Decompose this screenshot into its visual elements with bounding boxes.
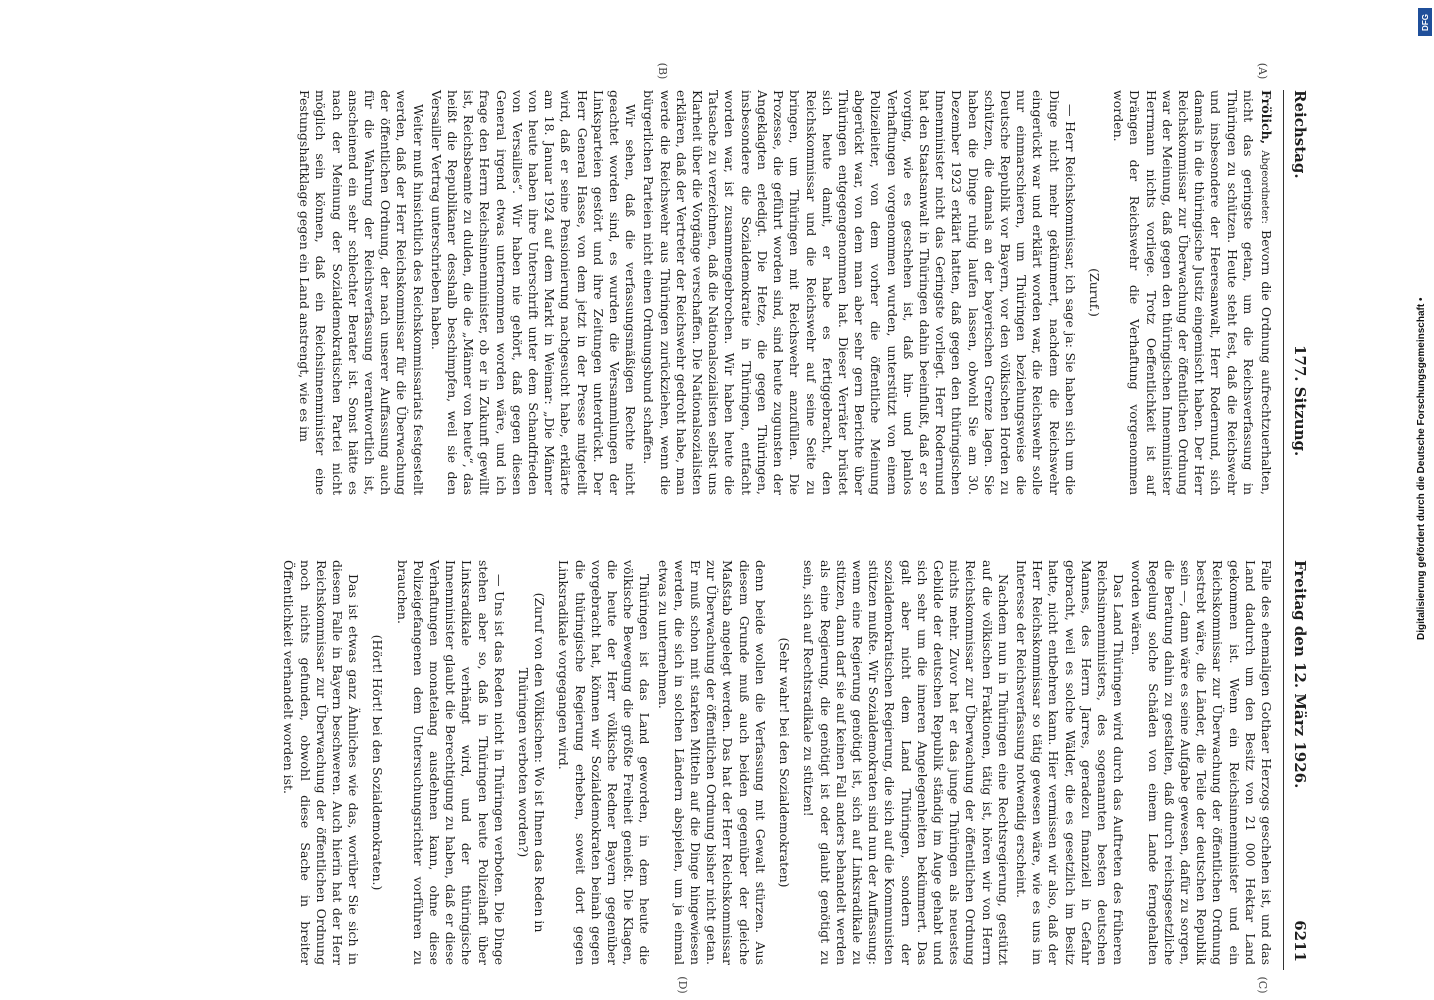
paragraph: denn beide wollen die Verfassung mit Gewalt stürzen. Aus diesem Grunde muß auch beiden gegenüber der gleiche Maßstab angelegt werden. Das hat der Herr Reichskommissar zur Überwachung der öffentlichen Ordnung bisher nicht getan. Er muß schon mit starken Mitteln auf die Dinge hingewiesen werden, die sich in solchen Ländern abspielen, um ja einmal etwas zu unternehmen. [655, 560, 768, 965]
margin-marker-a: (A) [1256, 62, 1269, 80]
speaker-name: Frölich, [1259, 90, 1274, 145]
interjection: (Sehr wahr! bei den Sozialdemokraten) [777, 637, 793, 888]
dfg-logo-text: DFG [1420, 13, 1430, 31]
interjection: (Zuruf.) [1086, 268, 1102, 317]
margin-marker-c: (C) [1256, 976, 1269, 994]
header-date: Freitag den 12. März 1926. [1291, 560, 1309, 789]
header-session: 177. Sitzung. [1291, 345, 1309, 457]
dfg-logo [1418, 8, 1432, 36]
right-column [124, 560, 1274, 965]
paragraph-text: Bevorn die Ordnung aufrechtzuerhalten, nicht das geringste getan, um die Reichsverfassung in Thüringen zu schützen. Heute steht fest, daß die Reichswehr und insbesondere der Heeresanwalt, Herr Rodernund, sich damals in die thüringische Justiz eingemischt haben. Der Herr Reichskommissar zur Überwachung der öffentlichen Ordnung war der Meinung, daß gegen den thüringischen Innenminister Herrmann nichts vorliege. Trotz Oeffentlichkeit ist auf Drängen der Reichswehr die Verhaftung vorgenommen worden. [1111, 90, 1274, 495]
paragraph: — Uns ist das Reden nicht in Thüringen verboten. Die Dinge stehen aber so, daß in Thüringen heute Polizeihaft über Linksradikale verhängt wird, und der thüringische Innenminister glaubt die Berechtigung zu haben, daß er diese Verhaftungen monatelang ausdehnen kann, ohne diese Polizeigefangenen dem Untersuchungsrichter vorführen zu brauchen. [394, 560, 507, 965]
page-header [1283, 90, 1310, 970]
paragraph: — Herr Reichskommissar, ich sage ja: Sie haben sich um die Dinge nicht mehr gekümmert, nachdem die Reichswehr eingerückt war und erklärt worden war, die Reichswehr solle nur einmarschieren, um Thüringen beziehungsweise die Deutsche Republik vor Bayern, vor den völkischen Horden zu schützen, die damals an der bayerischen Grenze lagen. Sie haben die Dinge ruhig laufen lassen, obwohl Sie am 30. Dezember 1923 erklärt hatten, daß gegen den thüringischen Innenminister nicht das Geringste vorliegt. Herr Rodernund hat den Staatsanwalt in Thüringen dahin beeinflußt, daß er so vorging, wie es geschehen ist, daß hin- und planlos Verhaftungen vorgenommen wurden, unterstützt von einem Polizeileiter, von dem vorher die öffentliche Meinung abgerückt war, von dem man aber sehr gern Berichte über Thüringen entgegengenommen hat. Dieser Verräter brüstet sich heute damit, er habe es fertiggebracht, den Reichskommissar und die Reichswehr auf seine Seite zu bringen, um Thüringen mit Reichswehr anzufüllen. Die Prozesse, die geführt worden sind, sind heute zugunsten der Angeklagten erledigt. Die Hetze, die gegen Thüringen, insbesondere die Sozialdemokratie in Thüringen, entfacht worden war, ist zusammengebrochen. Wir haben heute die Tatsache zu verzeichnen, daß die Nationalsozialisten selbst uns Klarheit über die Vorgänge verschaffen. Die Nationalsozialisten erklären, daß der Vertreter der Reichswehr gedroht habe, man werde die Reichswehr aus Thüringen zurückziehen, wenn die bürgerlichen Parteien nicht einen Ordnungsbund schaffen. [641, 90, 1078, 495]
paragraph [1110, 90, 1274, 495]
margin-marker-d: (D) [676, 976, 689, 994]
interjection: (Zuruf von den Völkischen: Wo ist Ihnen das Reden in Thüringen verboten worden?) [516, 592, 548, 933]
paragraph: Weiter muß hinsichtlich des Reichskommissariats festgestellt werden, daß der Herr Reichskommissar für die Überwachung der öffentlichen Ordnung, der nach unserer Auffassung auch für die Wahrung der Reichsverfassung verantwortlich ist, anscheinend ein sehr schlechter Berater ist. Sonst hätte es nach der Meinung der Sozialdemokratischen Partei nicht möglich sein können, daß ein Reichsinnenminister eine Festungshaftklage gegen ein Land anstrengt, wie es im [297, 90, 426, 495]
paragraph: Nachdem nun in Thüringen eine Rechtsregierung, gestützt auf die völkischen Fraktionen, tätig ist, hören wir von Herrn Reichskommissar zur Überwachung der öffentlichen Ordnung nichts mehr. Zuvor hat er das junge Thüringen als neuestes Gebilde der deutschen Republik ständig im Auge gehabt und sich sehr um die inneren Angelegenheiten bekümmert. Das galt aber nicht dem Land Thüringen, sondern der sozialdemokratischen Regierung, die sich auf die Kommunisten stützen mußte. Wir Sozialdemokraten sind nun der Auffassung: wenn eine Regierung genötigt ist, sich auf Linksradikale zu stützen, dann darf sie auf keinen Fall anders behandelt werden als eine Regierung, die genötigt ist oder glaubt genötigt zu sein, sich auf Rechtsradikale zu stützen! [801, 560, 1011, 965]
speaker-role: Abgeordneter: [1259, 150, 1270, 224]
dfg-label-text: Digitalisierung gefördert durch die Deutsche Forschungsgemeinschaft • [1416, 297, 1427, 640]
header-reichstag: Reichstag. [1291, 90, 1309, 179]
margin-marker-b: (B) [656, 62, 669, 80]
paragraph: Das Land Thüringen wird durch das Auftreten des früheren Reichsinnenministers, des sogenannten besten deutschen Mannes, des Herrn Jarres, geradezu finanziell in Gefahr gebracht, weil es solche Wälder, die es gesetzlich im Besitz hatte, nicht entbehren kann. Hier vermissen wir also, daß der Herr Reichskommissar so tätig gewesen wäre, wie es uns im Interesse der Reichsverfassung notwendig erscheint. [1013, 560, 1127, 965]
paragraph: Falle des ehemaligen Gothaer Herzogs geschehen ist, und das Land dadurch um den Besitz von 21 000 Hektar Land gekommen ist. Wenn ein Reichsinnenminister und ein Reichskommissar zur Überwachung der öffentlichen Ordnung bestrebt wäre, die Länder, die Teile der deutschen Republik sein —, dann wäre es seine Aufgabe gewesen, dafür zu sorgen, die Beratung dahin zu gestalten, daß durch reichsgesetzliche Regelung solche Schäden von einem Lande ferngehalten worden wären. [1129, 560, 1274, 965]
left-column [124, 90, 1274, 495]
header-page-number: 6211 [1291, 920, 1309, 962]
paragraph: Thüringen ist das Land geworden, in dem heute die völkische Bewegung die größte Freiheit genießt. Die Klagen, die heute der Herr völkische Redner Bayern gegenüber vorgebracht hat, können wir Sozialdemokraten beinah gegen die thüringische Regierung erheben, soweit dort gegen Linksradikale vorgegangen wird. [556, 560, 653, 965]
rotated-document [120, 62, 1310, 994]
paragraph: Wir sehen, daß die verfassungsmäßigen Rechte nicht geachtet worden sind, es wurden die Versammlungen der Linksparteien gestört und ihre Zeitungen unterdrückt. Der Herr General Hasse, von dem jetzt in der Presse mitgeteilt wird, daß er seine Pensionierung nachgesucht habe, erklärte am 18. Januar 1924 auf dem Markt in Weimar: „Die Männer von heute haben ihre Unterschrift unter dem Schandfrieden von Versailles“. Wir haben nie gehört, daß gegen diesen General irgend etwas unternommen worden wäre, und ich frage den Herrn Reichsinnenminister, ob er in Zukunft gewillt ist, Reichsbeamte zu dulden, die die „Männer von heute“, das heißt die Republikaner desshalb beschimpfen, weil sie den Versailler Vertrag unterschrieben haben. [428, 90, 639, 495]
interjection: (Hört! Hört! bei den Sozialdemokraten.) [370, 634, 386, 891]
paragraph: Das ist etwas ganz Ähnliches wie das, worüber Sie sich in diesem Falle in Bayern beschweren. Auch hierin hat der Herr Reichskommissar zur Überwachung der öffentlichen Ordnung noch nichts gefunden, obwohl diese Sache in breiter Öffentlichkeit verhandelt worden ist. [281, 560, 362, 965]
